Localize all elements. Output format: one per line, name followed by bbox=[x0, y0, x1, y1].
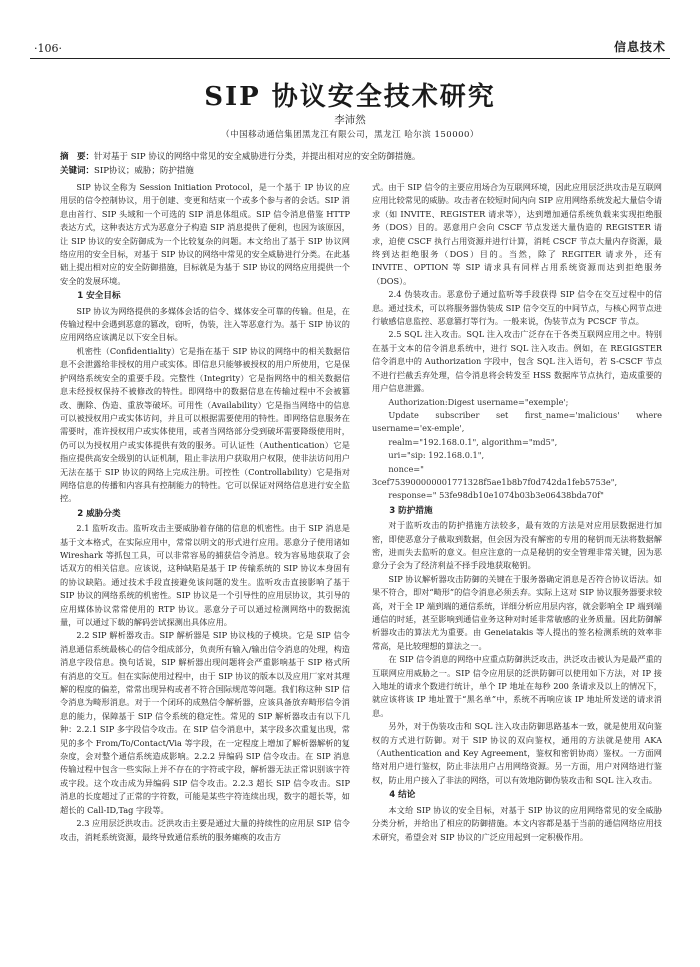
author: 李沛然 bbox=[334, 114, 366, 126]
section-heading: 1 安全目标 bbox=[77, 291, 121, 302]
abstract-label: 摘 要： bbox=[60, 152, 95, 162]
paragraph: 式。由于 SIP 信令的主要应用场合为互联网环境，因此应用层泛洪攻击是互联网应用比较常见的威胁。攻击者在较短时间内向 SIP 应用网络系统发起大量信令请求（如 INVITE、REGISTER 请求等），达到增加通信系统负载来实现拒绝服务（DOS）目的。恶意用户会向 CSCF 节点发送大量伪造的 REGISTER 请求，迫使 CSCF 执行占用资源并进行计算，消耗 CSCF 节点大量内存资源，最终到达拒绝服务（DOS）目的。当然，除了 REGITER 请求外，还有 INVITE、OPTION 等 SIP 请求具有同样占用系统资源而达到拒绝服务（DOS）。 bbox=[372, 182, 662, 286]
section-heading: 2 威胁分类 bbox=[77, 508, 121, 519]
paragraph: 对于监听攻击的防护措施方法较多，最有效的方法是对应用层数据进行加密，即使恶意分子截取到数据，但会因为没有解密的专用的秘钥而无法将数据解密，进而失去监听的意义。但应注意的一点是秘钥的安全管理非常关键，因为恶意分子会为了经济利益不择手段地获取秘钥。 bbox=[372, 520, 662, 571]
code-line: Authorization:Digest username="exemple'; bbox=[388, 396, 569, 407]
code-line: nonce=" 3cef753900000001771328f5ae1b8b7f0d742da1feb5753e", bbox=[372, 463, 618, 487]
abstract-text: 针对基于 SIP 协议的网络中常见的安全威胁进行分类，并提出相对应的安全防御措施。 bbox=[94, 152, 421, 162]
running-header bbox=[30, 30, 670, 59]
paragraph: 在 SIP 信令消息的网络中应重点防御洪泛攻击，洪泛攻击被认为是最严重的互联网应用威胁之一。SIP 信令应用层的泛洪防御可以使用如下方法，对 IP 接入地址的请求个数进行统计，单个 IP 地址在每秒 200 条请求及以上的情况下，就应该将该 IP 地址置于“黑名单”中，系统不再响应该 IP 地址所发送的请求消息。 bbox=[372, 654, 662, 718]
keywords bbox=[60, 164, 194, 178]
section-heading: 4 结论 bbox=[389, 790, 416, 801]
right-column bbox=[372, 181, 662, 951]
keywords-label: 关键词： bbox=[60, 166, 95, 176]
paragraph: 本文给 SIP 协议的安全目标，对基于 SIP 协议的应用网络常见的安全威胁分类分析，并给出了相应的防御措施。本文内容都是基于当前的通信网络应用技术研究，希望会对 SIP 协议的广泛应用起到一定积极作用。 bbox=[372, 804, 662, 842]
paragraph: 2.5 SQL 注入攻击。SQL 注入攻击广泛存在于各类互联网应用之中。特别在基于文本的信令消息系统中，进行 SQL 注入攻击。例如，在 REGIGSTER 信令消息中的 Authorization 字段中，包含 SQL 注入语句，若 S-CSCF 节点不进行拦截丢弃处理，信令消息将会转发至 HSS 数据库节点执行，造成重要的用户信息泄露。 bbox=[372, 329, 662, 394]
abstract bbox=[60, 150, 420, 164]
code-line: uri="sip: 192.168.0.1", bbox=[388, 450, 485, 461]
paragraph: 2.2 SIP 解析器攻击。SIP 解析器是 SIP 协议栈的子模块。它是 SIP 信令消息通信系统最核心的信令组成部分，负责所有输入/输出信令消息的处理，构造消息字段信息。换句话说，SIP 解析器出现问题将会严重影响基于 SIP 格式所有消息的交互。但在实际使用过程中，由于 SIP 协议的版本以及应用厂家对其理解的程度的偏差，常常出现异构或者不符合国际规范等问题。我们称这种 SIP 信令消息为畸形消息。对于一个闭环的成熟信令解析器，应该具备放弃畸形信令消息的能力，保障基于 SIP 信令系统的稳定性。常见的 SIP 解析器攻击有以下几种：2.2.1 SIP 多字段信令攻击。在 SIP 信令消息中，某字段多次重复出现，常见的多个 From/To/Contact/Via 等字段，在一定程度上增加了解析器解析的复杂度，会对整个通信系统造成影响。2.2.2 异编码 SIP 信令攻击。在 SIP 消息传输过程中包含一些实际上并不存在的字符或字段，解析器无法正常识别该字符或字段。这个攻击成为异编码 SIP 信令攻击。2.2.3 超长 SIP 信令攻击。SIP 消息的长度超过了正常的字符数，可能是某些字符连续出现，数字的超长等，如超长的 Call-ID,Tag 字段等。 bbox=[60, 630, 350, 815]
page-number: ·106· bbox=[34, 42, 62, 55]
left-column bbox=[60, 181, 350, 951]
paragraph: 2.3 应用层泛洪攻击。泛洪攻击主要是通过大量的持续性的应用层 SIP 信令攻击，消耗系统资源，最终导致通信系统的服务瘫痪的攻击方 bbox=[60, 818, 350, 842]
paper-title: SIP 协议安全技术研究 bbox=[204, 82, 496, 112]
paragraph: SIP 协议解析器攻击防御的关键在于服务器确定消息是否符合协议语法。如果不符合，即对“畸形”的信令消息必须丢弃。实际上这对 SIP 协议服务器要求较高，对于全 IP 端到端的通信系统，详细分析应用层内容，就会影响全 IP 端到端通信的时延，甚至影响到通信业务这种对时延非常敏感的业务质量。因此防御解析器攻击的算法尤为重要。由 Geneiatakis 等人提出的签名检测系统的效率非常高，是比较理想的算法之一。 bbox=[372, 573, 662, 651]
keywords-text: SIP协议；威胁；防护措施 bbox=[94, 166, 194, 176]
paragraph: SIP 协议为网络提供的多媒体会话的信令、媒体安全可靠的传输。但是，在传输过程中会遇到恶意的篡改，窃听，伪装，注入等恶意行为。基于 SIP 协议的应用网络应该满足以下安全目标。 bbox=[60, 305, 350, 343]
code-line: realm="192.168.0.1", algorithm="md5", bbox=[388, 436, 558, 447]
affiliation: （中国移动通信集团黑龙江有限公司，黑龙江 哈尔滨 150000） bbox=[221, 130, 479, 140]
paragraph: 机密性（Confidentiality）它是指在基于 SIP 协议的网络中的相关数据信息不会泄露给非授权的用户或实体。即信息只能够被授权的用户所使用，它是保护网络系统安全的重要手段。完整性（Integrity）它是指网络中的相关数据信息未经授权保持不被修改的特性。即网络中的数据信息在传输过程中不会被篡改、删除、伪造、重放等破坏。可用性（Availability）它是指当网络中的信息可以被授权用户或实体访问，并且可以根据需要使用的特性。即网络信息服务在需要时，准许授权用户或实体使用，或者当网络部分受到破坏需要降级使用时，仍可以为授权用户或实体提供有效的服务。可认证性（Authentication）它是指应提供高安全级别的认证机制，阻止非法用户获取用户权限，使非法访问用户无法在基于 SIP 协议的网络上完成注册。可控性（Controllability）它是指对网络信息的传播和内容具有控制能力的特性。它可以保证对网络信息进行安全监控。 bbox=[60, 345, 350, 504]
paragraph: 2.1 监听攻击。监听攻击主要威胁着存储的信息的机密性。由于 SIP 消息是基于文本格式，在实际应用中，常常以明文的形式进行应用。恶意分子使用诸如 Wireshark 等抓包工具，可以非常容易的捕获信令消息。较为容易地获取了会话双方的相关信息。应该说，这种缺陷是基于 IP 传输系统的 SIP 协议本身固有的协议缺陷。通过技术手段直接避免该问题的发生。监听攻击直接影响了基于 SIP 协议的网络系统的机密性。SIP 协议是一个引导性的应用层协议，其引导的应用媒体协议常常使用的 RTP 协议。恶意分子可以通过检测网络中的数据流量，可以通过下载的解码尝试探测出具体应用。 bbox=[60, 523, 350, 627]
section-heading: 3 防护措施 bbox=[389, 505, 433, 516]
section-label: 信息技术 bbox=[613, 40, 666, 54]
paragraph: 2.4 伪装攻击。恶意份子通过监听等手段获得 SIP 信令在交互过程中的信息。通过技术，可以将服务器伪装成 SIP 信令交互的中间节点，与核心网节点进行敏感信息监控、恶意篡打等行为。一般来说，伪装节点为 PCSCF 节点。 bbox=[372, 289, 662, 327]
paragraph: SIP 协议全称为 Session Initiation Protocol，是一个基于 IP 协议的应用层的信令控制协议，用于创建、变更和结束一个或多个参与者的会话。SIP 消息由首行、SIP 头域和一个可选的 SIP 消息体组成。SIP 信令消息借鉴 HTTP 表达方式，这种表达方式为恶意分子构造 SIP 消息提供了便利，也因为该原因，让 SIP 协议的安全防御成为一个比较复杂的问题。本文给出了基于 SIP 协议网络应用的安全目标，对基于 SIP 协议的网络中常见的安全威胁进行分类。在此基础上提出相对应的安全防御措施，目标就是为基于 SIP 协议的网络应用提供一个安全的发展环境。 bbox=[60, 182, 350, 286]
code-line: Update subscriber set first_name='malicious' where username='ex-emple', bbox=[372, 409, 662, 434]
paragraph: 另外，对于伪装攻击和 SQL 注入攻击防御思路基本一致，就是使用双向鉴权的方式进行防御。对于 SIP 协议的双向鉴权，通用的方法就是使用 AKA（Authentication and Key Agreement，鉴权和密钥协商）鉴权。一方面网络对用户进行鉴权，防止非法用户占用网络资源。另一方面，用户对网络进行鉴权，防止用户接入了非法的网络，可以有效地防御伪装攻击和 SQL 注入攻击。 bbox=[372, 721, 662, 785]
code-line: response=" 53fe98db10e1074b03b3e06438bda70f" bbox=[388, 490, 604, 501]
